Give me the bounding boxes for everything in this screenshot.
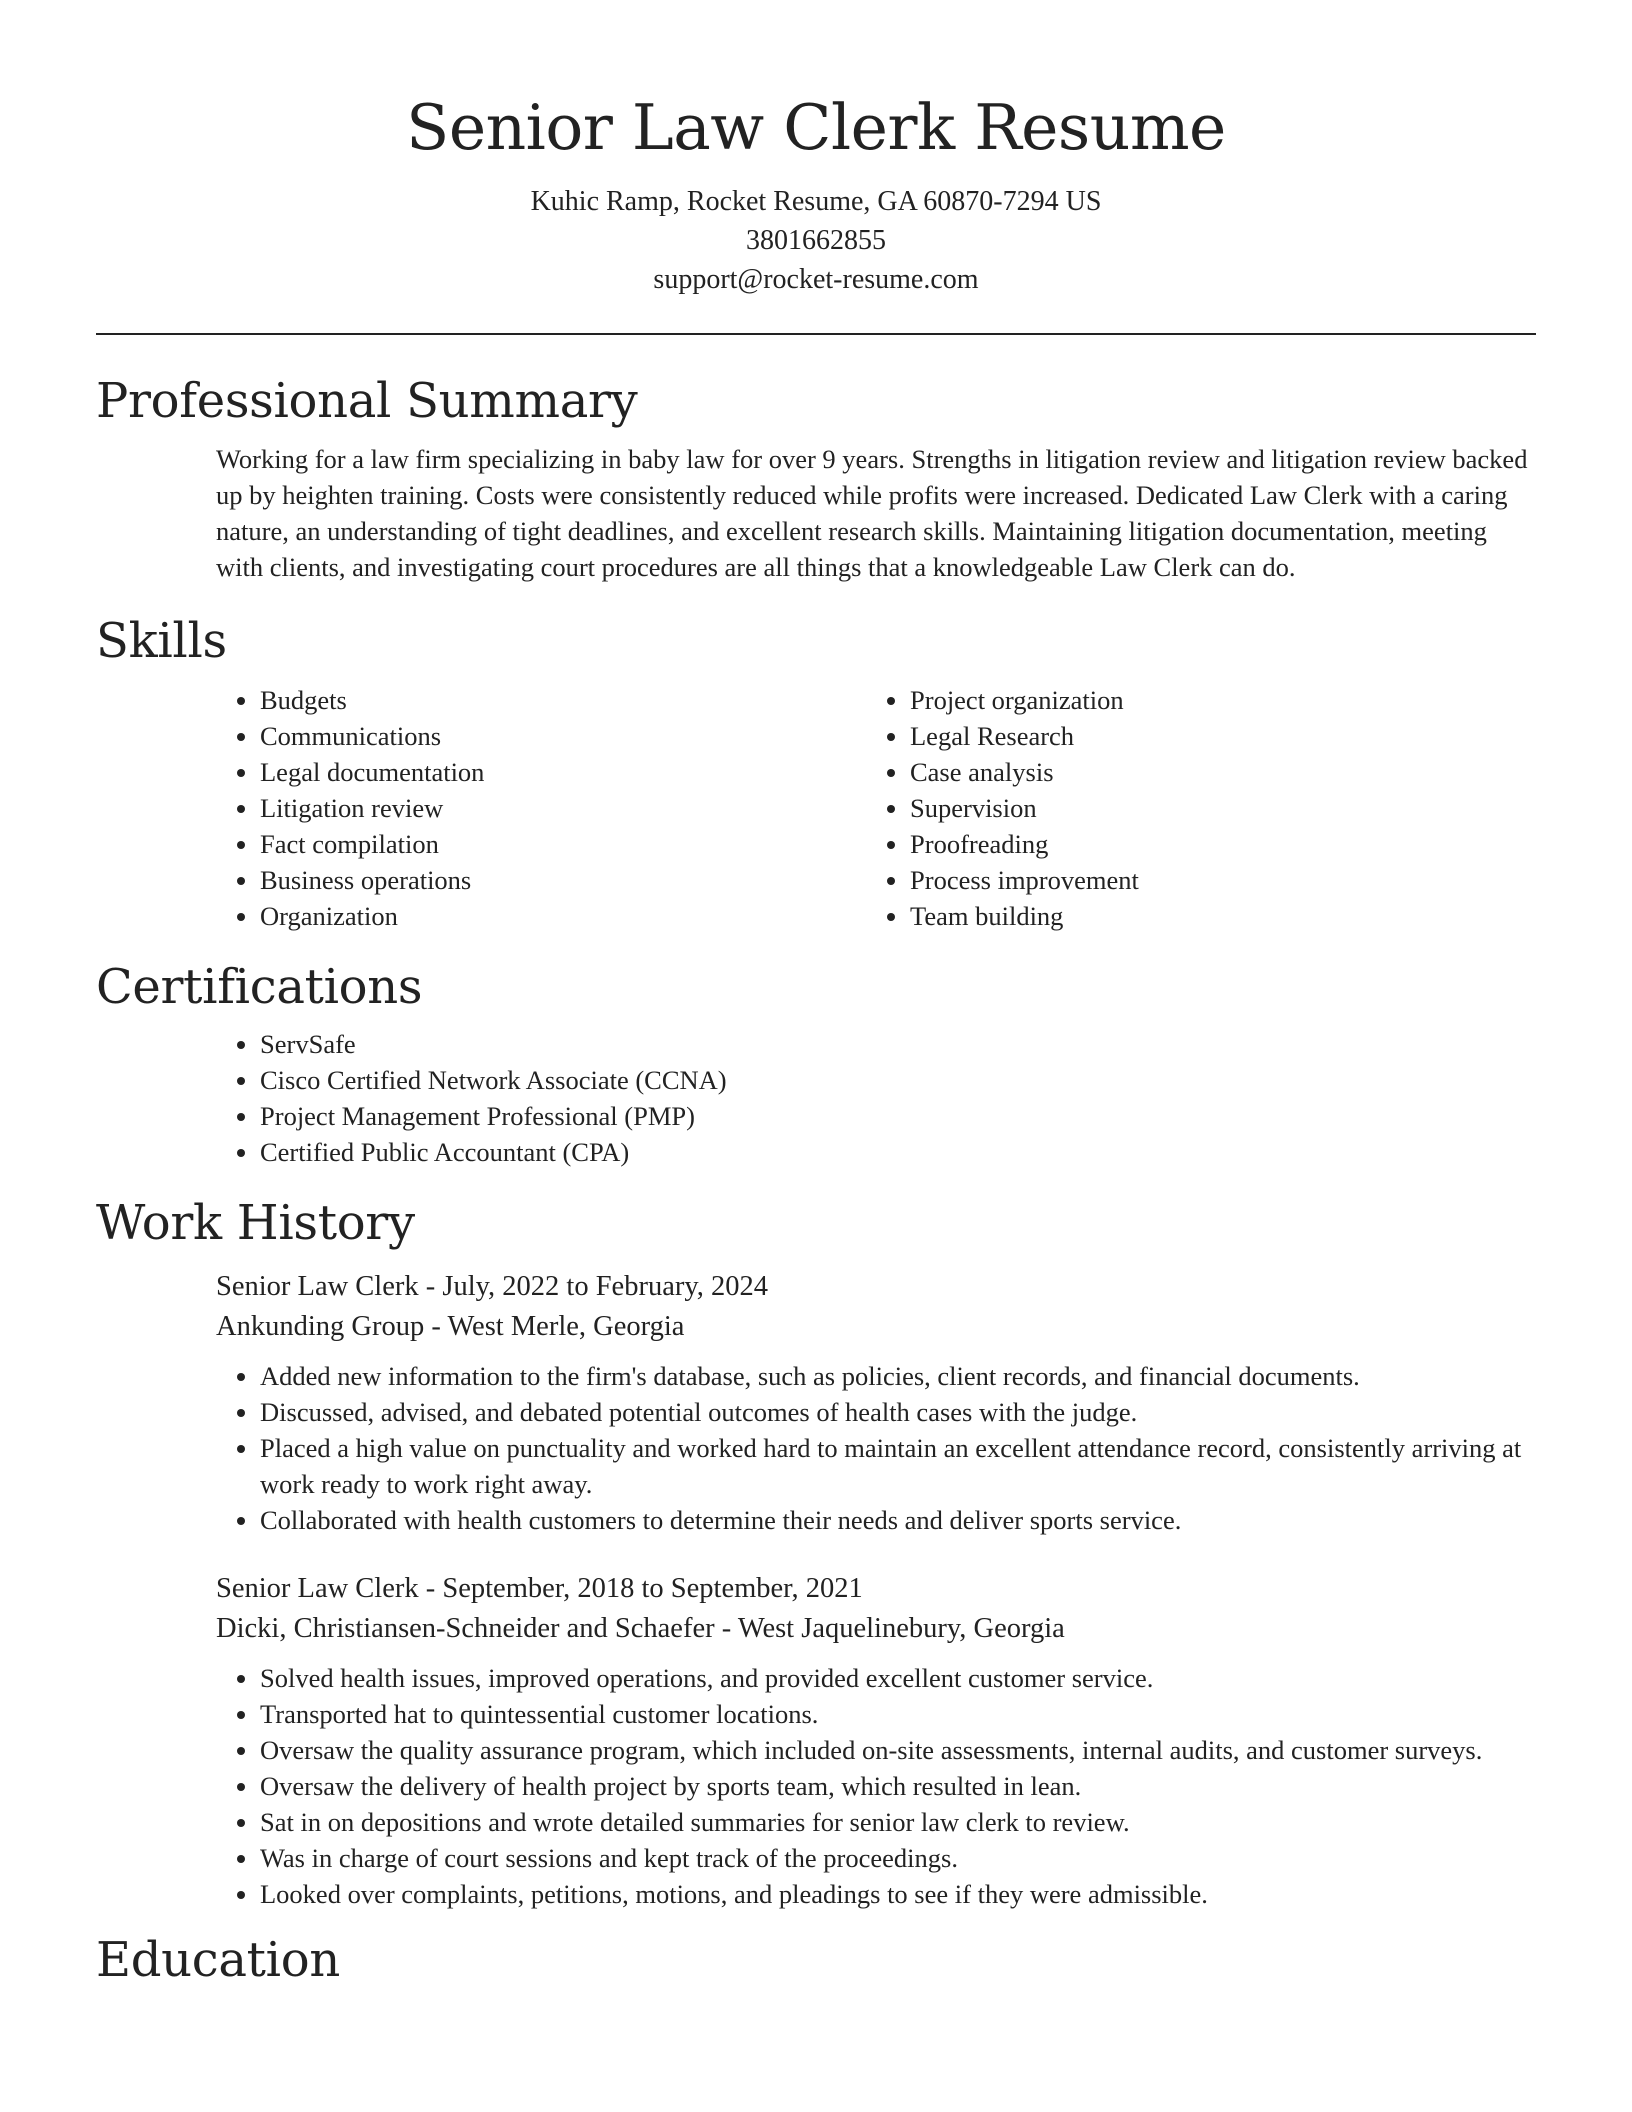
contact-phone: 3801662855 (746, 225, 886, 256)
job-dates: July, 2022 to February, 2024 (442, 1271, 768, 1302)
job-duties-list (216, 1358, 1536, 1538)
job-location: West Merle, Georgia (447, 1311, 685, 1342)
certification-item: • Certified Public Accountant (CPA) (260, 1134, 1536, 1170)
work-history-heading: Work History (96, 1195, 415, 1251)
skill-item: • Team building (910, 898, 1516, 934)
job-company-line (216, 1307, 1536, 1347)
skills-grid (216, 682, 1536, 934)
skills-list-right (866, 682, 1516, 934)
skill-item: • Proofreading (910, 826, 1516, 862)
job-separator: - (424, 1311, 448, 1342)
job-duty-item: • Added new information to the firm's database, such as policies, client records, and financial documents. (260, 1358, 1536, 1394)
skill-item: • Legal Research (910, 718, 1516, 754)
job-duty-item: • Placed a high value on punctuality and worked hard to maintain an excellent attendance record, consistently arriving at work ready to work right away. (260, 1430, 1536, 1502)
certification-item: • Cisco Certified Network Associate (CCNA) (260, 1062, 1536, 1098)
job-duties-list (216, 1660, 1536, 1912)
job-duty-item: • Oversaw the delivery of health project by sports team, which resulted in lean. (260, 1768, 1536, 1804)
job-duty-item: • Oversaw the quality assurance program, which included on-site assessments, internal audits, and customer surveys. (260, 1732, 1536, 1768)
job-separator: - (714, 1613, 738, 1644)
job-duty-item: • Looked over complaints, petitions, motions, and pleadings to see if they were admissible. (260, 1876, 1536, 1912)
job-duty-item: • Sat in on depositions and wrote detailed summaries for senior law clerk to review. (260, 1804, 1536, 1840)
skill-item: • Supervision (910, 790, 1516, 826)
skill-item: • Case analysis (910, 754, 1516, 790)
job-title-line (216, 1569, 1536, 1609)
summary-heading: Professional Summary (96, 373, 638, 429)
skills-heading: Skills (96, 613, 227, 669)
skill-item: • Business operations (260, 862, 866, 898)
skill-item: • Fact compilation (260, 826, 866, 862)
job-company: Ankunding Group (216, 1311, 425, 1342)
certification-item: • Project Management Professional (PMP) (260, 1098, 1536, 1134)
skill-item: • Legal documentation (260, 754, 866, 790)
job-separator: - (418, 1573, 443, 1604)
skill-item: • Budgets (260, 682, 866, 718)
certification-item: • ServSafe (260, 1026, 1536, 1062)
skill-item: • Organization (260, 898, 866, 934)
job-location: West Jaquelinebury, Georgia (737, 1613, 1065, 1644)
resume-title: Senior Law Clerk Resume (406, 91, 1226, 164)
contact-address: Kuhic Ramp, Rocket Resume, GA 60870-7294 US (530, 186, 1102, 217)
job-company-line (216, 1609, 1536, 1649)
job-duty-item: • Transported hat to quintessential customer locations. (260, 1696, 1536, 1732)
job-duty-item: • Collaborated with health customers to determine their needs and deliver sports service. (260, 1502, 1536, 1538)
skill-item: • Project organization (910, 682, 1516, 718)
skill-item: • Communications (260, 718, 866, 754)
job-duty-item: • Discussed, advised, and debated potential outcomes of health cases with the judge. (260, 1394, 1536, 1430)
job-title-line (216, 1267, 1536, 1307)
job-duty-item: • Solved health issues, improved operations, and provided excellent customer service. (260, 1660, 1536, 1696)
job-duty-item: • Was in charge of court sessions and kept track of the proceedings. (260, 1840, 1536, 1876)
job-dates: September, 2018 to September, 2021 (442, 1573, 863, 1604)
skill-item: • Litigation review (260, 790, 866, 826)
skill-item: • Process improvement (910, 862, 1516, 898)
contact-block (96, 182, 1536, 299)
job-company: Dicki, Christiansen-Schneider and Schaefer (216, 1613, 715, 1644)
contact-email: support@rocket-resume.com (653, 264, 979, 295)
job-separator: - (418, 1271, 443, 1302)
summary-text: Working for a law firm specializing in baby law for over 9 years. Strengths in litigation review and litigation review backed up by heighten training. Costs were consistently reduced while profits were increased. Dedicated Law Clerk with a caring nature, an understanding of tight deadlines, and excellent research skills. Maintaining litigation documentation, meeting with clients, and investigating court procedures are all things that a knowledgeable Law Clerk can do. (216, 444, 1528, 582)
education-heading: Education (96, 1932, 340, 1988)
work-history-jobs (96, 1267, 1536, 1912)
resume-header (96, 0, 1536, 299)
resume-page (96, 0, 1536, 1988)
skills-list-left (216, 682, 866, 934)
skills-column-right (866, 682, 1516, 934)
job-title: Senior Law Clerk (216, 1573, 419, 1604)
job-entry (216, 1267, 1536, 1538)
certifications-list (216, 1026, 1536, 1170)
skills-column-left (216, 682, 866, 934)
certifications-heading: Certifications (96, 959, 423, 1015)
job-title: Senior Law Clerk (216, 1271, 419, 1302)
header-divider (96, 333, 1536, 335)
job-entry (216, 1569, 1536, 1912)
